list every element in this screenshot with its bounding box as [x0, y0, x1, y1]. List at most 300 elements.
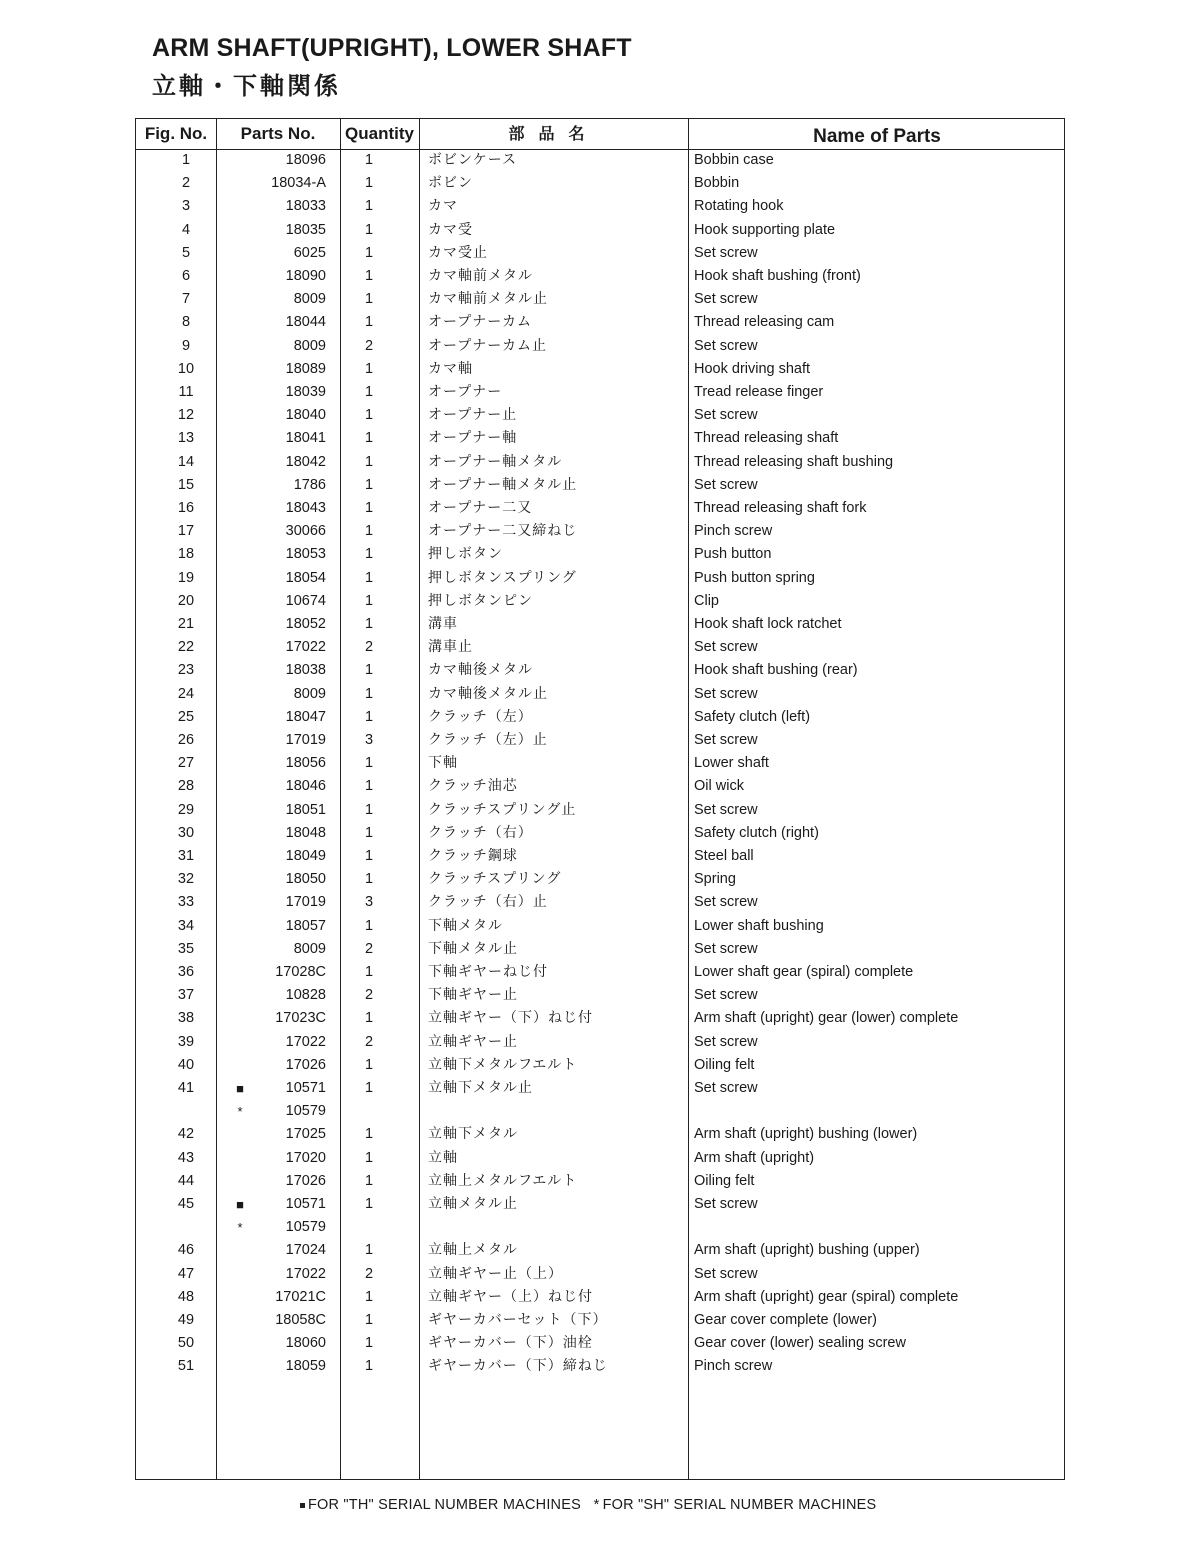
quantity: 1 [364, 546, 374, 563]
part-no: 18047 [285, 708, 326, 725]
quantity: 1 [364, 871, 374, 888]
part-no: 1786 [293, 476, 326, 493]
part-name-en: Push button [694, 546, 772, 563]
part-no: 8009 [293, 940, 326, 957]
table-row [136, 1147, 1064, 1170]
part-no: 18041 [285, 430, 326, 447]
part-no: 10571 [285, 1196, 326, 1212]
table-row [136, 822, 1064, 845]
part-name-en: Thread releasing shaft fork [694, 500, 867, 516]
quantity: 1 [364, 175, 374, 192]
part-no: 17021C [275, 1288, 326, 1305]
quantity: 1 [364, 221, 374, 238]
part-no: 18060 [285, 1335, 326, 1352]
part-name-en: Set screw [694, 987, 758, 1004]
part-no: 18059 [285, 1358, 326, 1375]
part-no: 17019 [285, 732, 326, 748]
header-parts-no: Parts No. [240, 124, 316, 143]
part-no: 18046 [285, 778, 326, 795]
part-name-en: Set screw [694, 244, 758, 261]
part-name-ja: カマ [428, 198, 458, 215]
part-no: 8009 [293, 685, 326, 702]
part-name-ja: クラッチ（左）止 [428, 732, 548, 748]
table-row [136, 1054, 1064, 1077]
quantity: 1 [364, 755, 374, 772]
part-no: 18053 [285, 546, 326, 563]
table-row [136, 172, 1064, 195]
table-row [136, 938, 1064, 961]
table-row [136, 636, 1064, 659]
quantity: 1 [364, 616, 374, 632]
quantity: 1 [364, 1080, 374, 1096]
part-name-en: Arm shaft (upright) [694, 1149, 815, 1166]
part-no: 18034-A [271, 175, 326, 192]
part-name-en: Set screw [694, 732, 758, 748]
part-name-ja: 押しボタンスプリング [428, 569, 577, 586]
part-name-ja: 立軸上メタルフエルト [428, 1172, 578, 1189]
part-name-en: Gear cover (lower) sealing screw [694, 1335, 906, 1352]
part-no: 18050 [285, 871, 326, 888]
part-name-ja: オープナー軸メタル [428, 453, 563, 470]
table-row [136, 451, 1064, 474]
fig-no: 28 [177, 778, 195, 795]
table-row [136, 683, 1064, 706]
part-name-ja: 下軸メタル [428, 917, 503, 934]
quantity: 1 [364, 314, 374, 331]
table-row [136, 1031, 1064, 1054]
fig-no: 24 [177, 685, 195, 702]
table-row [136, 543, 1064, 566]
fig-no: 43 [177, 1149, 195, 1166]
part-name-en: Set screw [694, 685, 758, 702]
part-name-ja: 立軸ギヤー（上）ねじ付 [428, 1288, 593, 1305]
part-name-en: Set screw [694, 639, 758, 656]
header-quantity: Quantity [345, 124, 414, 143]
part-no: 18052 [285, 616, 326, 632]
quantity: 1 [364, 662, 374, 679]
fig-no: 44 [177, 1172, 195, 1189]
table-row [136, 613, 1064, 636]
part-no: 10579 [285, 1219, 326, 1236]
table-row [136, 1286, 1064, 1309]
square-bullet-icon [300, 1503, 305, 1508]
fig-no: 3 [181, 198, 191, 215]
fig-no: 27 [177, 755, 195, 772]
part-name-en: Lower shaft bushing [694, 917, 824, 934]
quantity: 1 [364, 523, 374, 540]
quantity: 1 [364, 685, 374, 702]
quantity: 1 [364, 964, 374, 980]
part-name-ja: クラッチ鋼球 [428, 848, 518, 864]
part-name-en: Thread releasing cam [694, 314, 835, 331]
part-name-ja: ギヤーカバーセット（下） [428, 1312, 608, 1328]
table-row [136, 358, 1064, 381]
table-row [136, 311, 1064, 334]
part-no: 10674 [285, 592, 326, 609]
part-name-en: Rotating hook [694, 198, 784, 215]
serial-mark: ■ [236, 1081, 244, 1096]
table-row [136, 1355, 1064, 1378]
quantity: 1 [364, 1126, 374, 1143]
quantity: 1 [364, 917, 374, 934]
part-name-en: Set screw [694, 940, 758, 957]
footer-sh-note: FOR "SH" SERIAL NUMBER MACHINES [602, 1497, 877, 1514]
table-row [136, 1170, 1064, 1193]
part-name-ja: 下軸ギヤーねじ付 [428, 964, 548, 980]
table-row [136, 427, 1064, 450]
part-name-en: Thread releasing shaft bushing [694, 453, 894, 470]
part-name-en: Gear cover complete (lower) [694, 1312, 877, 1328]
fig-no: 14 [177, 453, 195, 470]
table-row [136, 567, 1064, 590]
quantity: 3 [364, 732, 374, 748]
table-row [136, 520, 1064, 543]
quantity: 1 [364, 152, 374, 168]
table-row [136, 659, 1064, 682]
part-no: 18090 [285, 268, 326, 284]
part-no: 18096 [285, 152, 326, 168]
table-row [136, 1309, 1064, 1332]
header-parts-name-ja: 部品名 [508, 124, 599, 143]
part-no: 17026 [285, 1172, 326, 1189]
quantity: 1 [364, 592, 374, 609]
serial-mark: * [237, 1220, 243, 1236]
fig-no: 22 [177, 639, 195, 656]
part-name-ja: カマ受止 [428, 244, 488, 261]
part-name-en: Set screw [694, 894, 758, 911]
quantity: 2 [364, 639, 374, 656]
part-no: 18057 [285, 917, 326, 934]
part-no: 17020 [285, 1149, 326, 1166]
part-name-en: Set screw [694, 337, 758, 354]
part-name-en: Arm shaft (upright) gear (lower) complete [694, 1010, 959, 1027]
part-name-ja: カマ受 [428, 221, 473, 238]
quantity: 1 [364, 1312, 374, 1328]
part-name-en: Arm shaft (upright) bushing (lower) [694, 1126, 918, 1143]
quantity: 1 [364, 476, 374, 493]
part-name-ja: ギヤーカバー（下）締ねじ [428, 1358, 608, 1375]
fig-no: 33 [177, 894, 195, 911]
part-name-ja: ボビン [428, 175, 473, 192]
part-name-ja: 立軸メタル止 [428, 1196, 518, 1212]
part-no: 18033 [285, 198, 326, 215]
part-no: 8009 [293, 337, 326, 354]
fig-no: 13 [177, 430, 195, 447]
fig-no: 7 [181, 291, 191, 308]
part-name-ja: カマ軸後メタル [428, 662, 533, 679]
part-name-ja: 立軸下メタル止 [428, 1080, 533, 1096]
fig-no: 2 [181, 175, 191, 192]
fig-no: 18 [177, 546, 195, 563]
quantity: 2 [364, 337, 374, 354]
quantity: 1 [364, 848, 374, 864]
header-name-of-parts: Name of Parts [813, 126, 941, 147]
quantity: 1 [364, 453, 374, 470]
part-name-en: Set screw [694, 1080, 758, 1096]
fig-no: 42 [177, 1126, 195, 1143]
page-title-ja: 立軸・下軸関係 [152, 72, 341, 100]
fig-no: 40 [177, 1056, 195, 1073]
quantity: 1 [364, 1196, 374, 1212]
table-row [136, 1007, 1064, 1030]
part-name-ja: 立軸ギヤー止 [428, 1033, 518, 1050]
fig-no: 45 [177, 1196, 195, 1212]
fig-no: 16 [177, 500, 195, 516]
part-no: 17022 [285, 1033, 326, 1050]
part-no: 18058C [275, 1312, 326, 1328]
table-row [136, 195, 1064, 218]
part-name-ja: オープナーカム止 [428, 337, 548, 354]
fig-no: 19 [177, 569, 195, 586]
fig-no: 8 [181, 314, 191, 331]
quantity: 1 [364, 360, 374, 377]
quantity: 1 [364, 244, 374, 261]
quantity: 1 [364, 1242, 374, 1259]
part-no: 17024 [285, 1242, 326, 1259]
serial-mark: ■ [236, 1197, 244, 1212]
part-no: 18049 [285, 848, 326, 864]
fig-no: 31 [177, 848, 195, 864]
part-name-ja: 立軸ギヤー（下）ねじ付 [428, 1010, 593, 1027]
part-name-en: Set screw [694, 1196, 758, 1212]
part-name-ja: オープナー軸 [428, 430, 518, 447]
part-name-ja: 立軸ギヤー止（上） [428, 1265, 563, 1282]
quantity: 1 [364, 268, 374, 284]
part-name-en: Safety clutch (left) [694, 708, 811, 725]
part-name-en: Bobbin case [694, 152, 774, 168]
part-name-en: Set screw [694, 291, 758, 308]
quantity: 1 [364, 708, 374, 725]
part-no: 18044 [285, 314, 326, 331]
table-row [136, 1077, 1064, 1100]
part-name-en: Hook shaft lock ratchet [694, 616, 842, 632]
quantity: 2 [364, 987, 374, 1004]
part-name-en: Oiling felt [694, 1172, 755, 1189]
part-no: 18048 [285, 824, 326, 841]
quantity: 1 [364, 801, 374, 818]
part-no: 18042 [285, 453, 326, 470]
part-name-ja: クラッチ（左） [428, 708, 533, 725]
part-name-ja: 立軸上メタル [428, 1242, 518, 1259]
part-name-ja: ギヤーカバー（下）油栓 [428, 1335, 593, 1352]
part-name-ja: 立軸下メタルフエルト [428, 1056, 578, 1073]
table-row [136, 799, 1064, 822]
part-name-en: Set screw [694, 1033, 758, 1050]
quantity: 2 [364, 940, 374, 957]
part-name-ja: クラッチ（右） [428, 824, 533, 841]
part-name-en: Clip [694, 592, 719, 609]
part-name-ja: 下軸ギヤー止 [428, 987, 518, 1004]
part-name-ja: オープナー [428, 384, 503, 400]
part-name-ja: 溝車 [428, 616, 458, 632]
fig-no: 11 [178, 384, 194, 400]
part-no: 18043 [285, 500, 326, 516]
part-no: 10828 [285, 987, 326, 1004]
part-name-en: Lower shaft gear (spiral) complete [694, 964, 914, 980]
quantity: 2 [364, 1265, 374, 1282]
quantity: 1 [364, 1172, 374, 1189]
part-name-ja: オープナー軸メタル止 [428, 476, 578, 493]
fig-no: 1 [181, 152, 191, 168]
quantity: 1 [364, 1288, 374, 1305]
quantity: 3 [364, 894, 374, 911]
quantity: 1 [364, 1149, 374, 1166]
part-name-en: Set screw [694, 407, 758, 424]
table-row [136, 335, 1064, 358]
table-row [136, 1332, 1064, 1355]
part-no: 17023C [275, 1010, 326, 1027]
table-row [136, 474, 1064, 497]
table-row [136, 265, 1064, 288]
part-name-en: Oiling felt [694, 1056, 755, 1073]
part-name-ja: 立軸下メタル [428, 1126, 518, 1143]
fig-no: 17 [177, 523, 195, 540]
fig-no: 12 [177, 407, 195, 424]
table-row [136, 775, 1064, 798]
part-name-en: Arm shaft (upright) gear (spiral) complete [694, 1288, 959, 1305]
fig-no: 4 [181, 221, 191, 238]
fig-no: 49 [177, 1312, 195, 1328]
part-name-en: Bobbin [694, 175, 740, 192]
part-name-en: Hook driving shaft [694, 360, 811, 377]
fig-no: 47 [177, 1265, 195, 1282]
part-name-ja: カマ軸 [428, 360, 473, 377]
part-name-en: Set screw [694, 1265, 758, 1282]
fig-no: 32 [177, 871, 195, 888]
table-row [136, 1263, 1064, 1286]
part-no: 18054 [285, 569, 326, 586]
quantity: 1 [364, 500, 374, 516]
fig-no: 37 [177, 987, 195, 1004]
table-row [136, 590, 1064, 613]
part-no: 17022 [285, 1265, 326, 1282]
table-row [136, 242, 1064, 265]
part-name-ja: オープナー二又 [428, 500, 533, 516]
part-name-en: Hook shaft bushing (rear) [694, 662, 858, 679]
part-name-ja: 下軸メタル止 [428, 940, 518, 957]
fig-no: 38 [177, 1010, 195, 1027]
page-title-en: ARM SHAFT(UPRIGHT), LOWER SHAFT [152, 34, 632, 62]
fig-no: 41 [177, 1080, 195, 1096]
header-fig-no: Fig. No. [144, 124, 208, 143]
parts-table [135, 118, 1065, 1480]
part-name-ja: 押しボタン [428, 546, 503, 563]
part-name-en: Push button spring [694, 569, 815, 586]
part-name-ja: 下軸 [428, 755, 458, 772]
table-row [136, 1239, 1064, 1262]
part-no: 18089 [285, 360, 326, 377]
part-name-en: Spring [694, 871, 736, 888]
part-no: 30066 [285, 523, 326, 540]
footer-asterisk: * [593, 1497, 600, 1514]
table-row [136, 752, 1064, 775]
table-row [136, 868, 1064, 891]
table-row [136, 984, 1064, 1007]
fig-no: 48 [177, 1288, 195, 1305]
table-row [136, 729, 1064, 752]
quantity: 1 [364, 824, 374, 841]
part-no: 18039 [285, 384, 326, 400]
table-row [136, 497, 1064, 520]
fig-no: 46 [177, 1242, 195, 1259]
quantity: 1 [364, 1010, 374, 1027]
quantity: 2 [364, 1033, 374, 1050]
part-name-en: Set screw [694, 476, 758, 493]
table-row [136, 915, 1064, 938]
part-name-ja: オープナー二又締ねじ [428, 523, 578, 540]
fig-no: 5 [181, 244, 191, 261]
part-no: 18040 [285, 407, 326, 424]
fig-no: 35 [177, 940, 195, 957]
part-name-en: Set screw [694, 801, 758, 818]
part-name-en: Tread release finger [694, 384, 824, 400]
part-no: 18056 [285, 755, 326, 772]
table-row [136, 1216, 1064, 1239]
part-name-ja: オープナー止 [428, 407, 518, 424]
part-name-en: Thread releasing shaft [694, 430, 839, 447]
fig-no: 36 [177, 964, 195, 980]
part-no: 17019 [285, 894, 326, 911]
table-row [136, 288, 1064, 311]
fig-no: 29 [177, 801, 195, 818]
part-no: 18038 [285, 662, 326, 679]
table-row [136, 845, 1064, 868]
part-name-ja: カマ軸前メタル止 [428, 291, 548, 308]
part-name-en: Hook shaft bushing (front) [694, 268, 861, 284]
quantity: 1 [364, 778, 374, 795]
fig-no: 39 [177, 1033, 195, 1050]
quantity: 1 [364, 291, 374, 308]
part-name-ja: クラッチ（右）止 [428, 894, 548, 911]
part-name-ja: オープナーカム [428, 314, 533, 331]
serial-mark: * [237, 1104, 243, 1120]
fig-no: 51 [177, 1358, 195, 1375]
quantity: 1 [364, 430, 374, 447]
part-name-ja: クラッチ油芯 [428, 778, 518, 795]
quantity: 1 [364, 407, 374, 424]
fig-no: 6 [181, 268, 191, 284]
part-name-en: Steel ball [694, 848, 754, 864]
fig-no: 25 [177, 708, 195, 725]
fig-no: 21 [177, 616, 195, 632]
part-no: 10571 [285, 1080, 326, 1096]
part-no: 17026 [285, 1056, 326, 1073]
fig-no: 10 [177, 360, 195, 377]
part-no: 10579 [285, 1103, 326, 1120]
part-no: 18035 [285, 221, 326, 238]
part-no: 18051 [285, 801, 326, 818]
quantity: 1 [364, 1358, 374, 1375]
quantity: 1 [364, 569, 374, 586]
fig-no: 34 [177, 917, 195, 934]
part-name-en: Arm shaft (upright) bushing (upper) [694, 1242, 920, 1259]
part-name-ja: クラッチスプリング [428, 871, 562, 888]
part-no: 17022 [285, 639, 326, 656]
fig-no: 30 [177, 824, 195, 841]
fig-no: 20 [177, 592, 195, 609]
quantity: 1 [364, 1056, 374, 1073]
part-name-en: Pinch screw [694, 1358, 773, 1375]
part-name-ja: ボビンケース [428, 152, 518, 168]
part-no: 17025 [285, 1126, 326, 1143]
part-name-en: Pinch screw [694, 523, 773, 540]
table-row [136, 1100, 1064, 1123]
table-row [136, 1193, 1064, 1216]
table-row [136, 1123, 1064, 1146]
part-name-en: Oil wick [694, 778, 744, 795]
fig-no: 9 [181, 337, 191, 354]
fig-no: 15 [177, 476, 195, 493]
